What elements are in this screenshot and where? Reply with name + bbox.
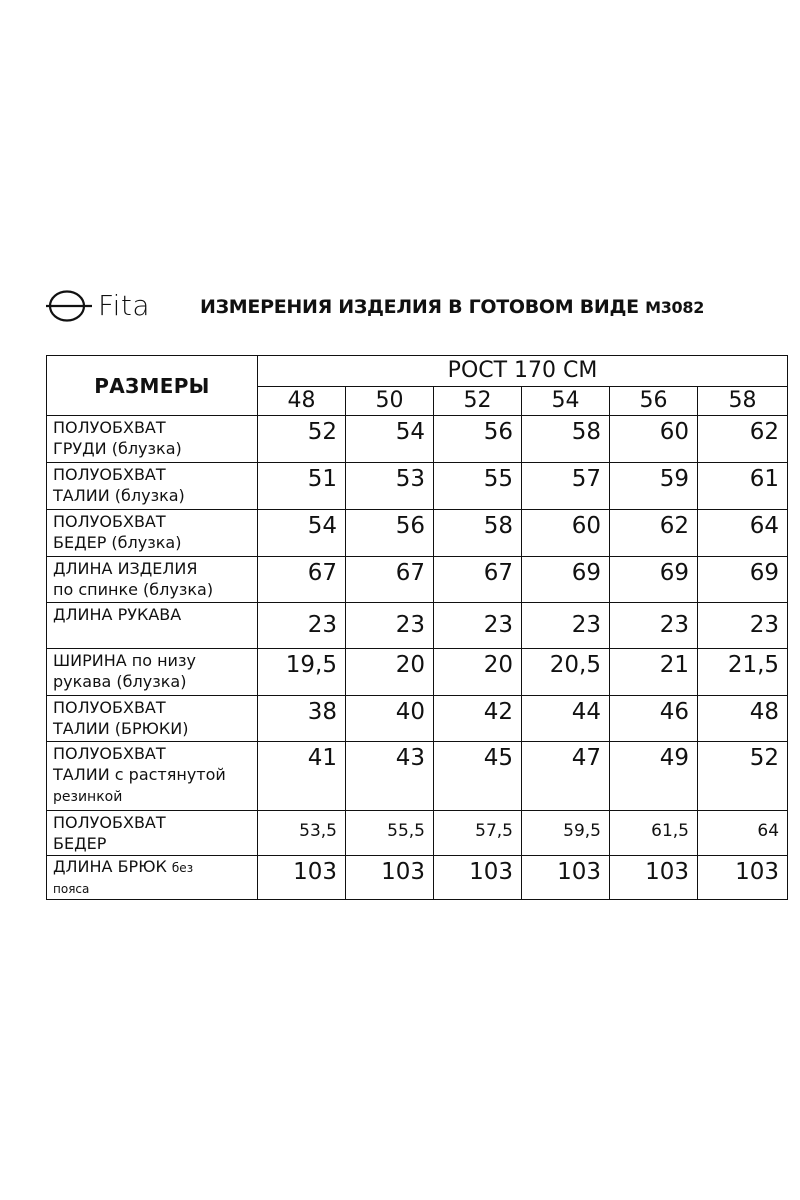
label-line-small: пояса	[53, 882, 90, 896]
label-line: ПОЛУОБХВАТ	[53, 813, 166, 832]
value-cell: 53	[346, 463, 434, 510]
value-cell: 48	[698, 696, 788, 742]
value-cell: 23	[610, 603, 698, 649]
label-line: ПОЛУОБХВАТ	[53, 465, 166, 484]
value-cell: 103	[346, 856, 434, 900]
value-cell: 103	[258, 856, 346, 900]
measurement-label	[47, 416, 258, 463]
value-cell: 56	[346, 510, 434, 557]
value-cell: 23	[258, 603, 346, 649]
value-cell: 46	[610, 696, 698, 742]
size-header-cell: 50	[346, 387, 434, 416]
value-cell: 42	[434, 696, 522, 742]
value-cell: 21	[610, 649, 698, 696]
value-cell: 23	[522, 603, 610, 649]
value-cell: 41	[258, 742, 346, 811]
measurement-label	[47, 856, 258, 900]
value-cell: 51	[258, 463, 346, 510]
value-cell: 54	[346, 416, 434, 463]
label-line: ТАЛИИ с растянутой	[53, 765, 226, 784]
table-row	[47, 811, 788, 856]
size-header-cell: 56	[610, 387, 698, 416]
value-cell: 43	[346, 742, 434, 811]
label-line: рукава (блузка)	[53, 672, 187, 691]
label-line: по спинке (блузка)	[53, 580, 214, 599]
value-cell: 69	[698, 557, 788, 603]
brand-logo	[46, 286, 150, 326]
value-cell: 62	[698, 416, 788, 463]
value-cell: 64	[698, 811, 788, 856]
measurement-label	[47, 557, 258, 603]
value-cell: 55,5	[346, 811, 434, 856]
brand-name: Fita	[98, 289, 150, 322]
table-row	[47, 557, 788, 603]
label-line: ПОЛУОБХВАТ	[53, 512, 166, 531]
label-line: ПОЛУОБХВАТ	[53, 418, 166, 437]
table-row	[47, 649, 788, 696]
label-line: ШИРИНА по низу	[53, 651, 196, 670]
size-header-cell: 54	[522, 387, 610, 416]
value-cell: 60	[522, 510, 610, 557]
height-header: РОСТ 170 СМ	[258, 356, 788, 387]
value-cell: 58	[522, 416, 610, 463]
value-cell: 44	[522, 696, 610, 742]
value-cell: 23	[346, 603, 434, 649]
title-text: ИЗМЕРЕНИЯ ИЗДЕЛИЯ В ГОТОВОМ ВИДЕ	[200, 296, 646, 318]
value-cell: 69	[610, 557, 698, 603]
measurement-label	[47, 649, 258, 696]
value-cell: 19,5	[258, 649, 346, 696]
value-cell: 21,5	[698, 649, 788, 696]
measurement-label	[47, 510, 258, 557]
table-row	[47, 463, 788, 510]
measurement-label	[47, 742, 258, 811]
value-cell: 103	[698, 856, 788, 900]
table-row	[47, 856, 788, 900]
label-line: резинкой	[53, 789, 123, 805]
value-cell: 103	[610, 856, 698, 900]
label-line: ДЛИНА РУКАВА	[53, 605, 182, 624]
value-cell: 47	[522, 742, 610, 811]
label-line-small: без	[171, 861, 194, 875]
value-cell: 55	[434, 463, 522, 510]
label-line: ПОЛУОБХВАТ	[53, 698, 166, 717]
table-row	[47, 742, 788, 811]
value-cell: 61	[698, 463, 788, 510]
model-code: М3082	[645, 298, 705, 317]
value-cell: 62	[610, 510, 698, 557]
value-cell: 38	[258, 696, 346, 742]
value-cell: 67	[346, 557, 434, 603]
value-cell: 20	[434, 649, 522, 696]
label-line: ТАЛИИ (блузка)	[53, 486, 185, 505]
value-cell: 23	[434, 603, 522, 649]
value-cell: 49	[610, 742, 698, 811]
value-cell: 67	[434, 557, 522, 603]
size-header-cell: 58	[698, 387, 788, 416]
label-line: БЕДЕР	[53, 834, 107, 853]
table-header-row	[47, 356, 788, 387]
value-cell: 45	[434, 742, 522, 811]
value-cell: 54	[258, 510, 346, 557]
value-cell: 67	[258, 557, 346, 603]
value-cell: 103	[522, 856, 610, 900]
value-cell: 59	[610, 463, 698, 510]
value-cell: 103	[434, 856, 522, 900]
value-cell: 61,5	[610, 811, 698, 856]
sizes-header: РАЗМЕРЫ	[47, 356, 258, 416]
value-cell: 20,5	[522, 649, 610, 696]
label-line: БЕДЕР (блузка)	[53, 533, 182, 552]
fita-logo-icon	[46, 289, 94, 323]
label-line: ДЛИНА БРЮК	[53, 857, 172, 876]
measurement-label	[47, 811, 258, 856]
header	[46, 286, 766, 326]
measurement-label	[47, 603, 258, 649]
value-cell: 69	[522, 557, 610, 603]
label-line: ДЛИНА ИЗДЕЛИЯ	[53, 559, 198, 578]
label-line: ТАЛИИ (БРЮКИ)	[53, 719, 189, 738]
value-cell: 60	[610, 416, 698, 463]
document-title	[200, 292, 704, 323]
value-cell: 58	[434, 510, 522, 557]
value-cell: 56	[434, 416, 522, 463]
table-row	[47, 510, 788, 557]
value-cell: 52	[698, 742, 788, 811]
value-cell: 52	[258, 416, 346, 463]
value-cell: 23	[698, 603, 788, 649]
measurement-label	[47, 696, 258, 742]
table-row	[47, 603, 788, 649]
size-header-cell: 48	[258, 387, 346, 416]
value-cell: 57,5	[434, 811, 522, 856]
table-row	[47, 416, 788, 463]
size-header-cell: 52	[434, 387, 522, 416]
size-chart-table	[46, 355, 788, 900]
value-cell: 59,5	[522, 811, 610, 856]
value-cell: 57	[522, 463, 610, 510]
label-line: ГРУДИ (блузка)	[53, 439, 182, 458]
table-row	[47, 696, 788, 742]
value-cell: 20	[346, 649, 434, 696]
label-line: ПОЛУОБХВАТ	[53, 744, 166, 763]
measurement-label	[47, 463, 258, 510]
value-cell: 40	[346, 696, 434, 742]
value-cell: 53,5	[258, 811, 346, 856]
value-cell: 64	[698, 510, 788, 557]
